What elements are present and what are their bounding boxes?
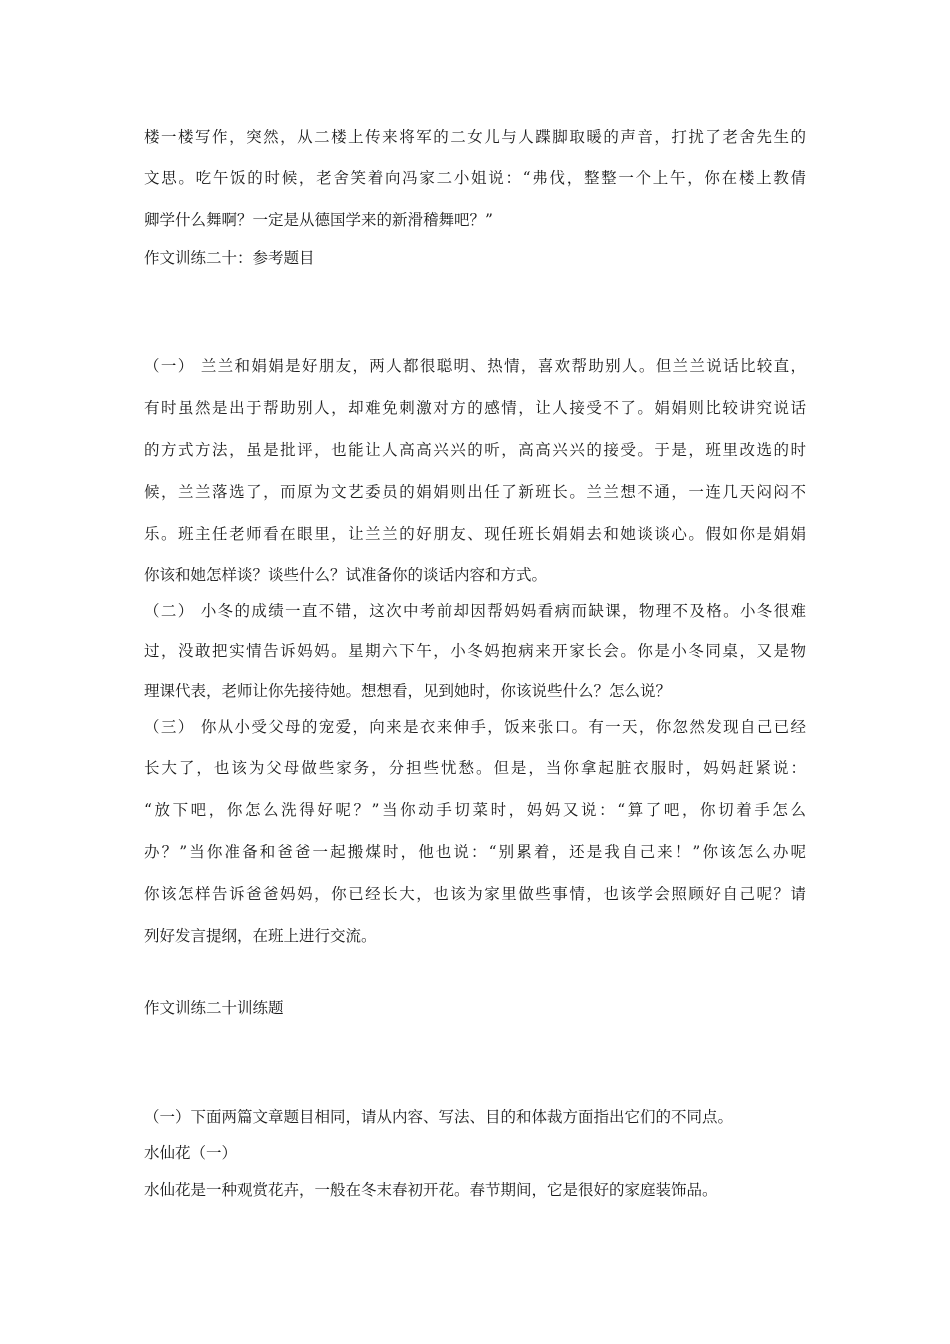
topic-2-line-1: （二） 小冬的成绩一直不错，这次中考前却因帮妈妈看病而缺课，物理不及格。小冬很难 bbox=[144, 602, 806, 620]
topic-1-line-3: 的方式方法，虽是批评，也能让人高高兴兴的听，高高兴兴的接受。于是，班里改选的时 bbox=[144, 441, 806, 459]
topic-1-line-1: （一） 兰兰和娟娟是好朋友，两人都很聪明、热情，喜欢帮助别人。但兰兰说话比较直， bbox=[144, 357, 806, 375]
intro-line-3: 卿学什么舞啊？一定是从德国学来的新滑稽舞吧？” bbox=[144, 211, 493, 229]
topic-1-line-2: 有时虽然是出于帮助别人，却难免刺激对方的感情，让人接受不了。娟娟则比较讲究说话 bbox=[144, 399, 806, 417]
topic-3-line-1: （三） 你从小受父母的宠爱，向来是衣来伸手，饭来张口。有一天，你忽然发现自己已经 bbox=[144, 718, 806, 736]
topic-1-line-6: 你该和她怎样谈？谈些什么？试准备你的谈话内容和方式。 bbox=[144, 566, 548, 584]
topic-3-line-3: “放下吧，你怎么洗得好呢？”当你动手切菜时，妈妈又说：“算了吧，你切着手怎么 bbox=[144, 801, 806, 819]
topic-1-line-4: 候，兰兰落选了，而原为文艺委员的娟娟则出任了新班长。兰兰想不通，一连几天闷闷不 bbox=[144, 483, 806, 501]
topic-3-line-2: 长大了，也该为父母做些家务，分担些忧愁。但是，当你拿起脏衣服时，妈妈赶紧说： bbox=[144, 759, 806, 777]
heading-reference-topics: 作文训练二十：参考题目 bbox=[144, 249, 315, 267]
exercise-intro: （一）下面两篇文章题目相同，请从内容、写法、目的和体裁方面指出它们的不同点。 bbox=[144, 1108, 734, 1126]
heading-exercise: 作文训练二十训练题 bbox=[144, 999, 284, 1017]
essay-first-line: 水仙花是一种观赏花卉，一般在冬末春初开花。春节期间，它是很好的家庭装饰品。 bbox=[144, 1181, 718, 1199]
essay-title: 水仙花（一） bbox=[144, 1144, 238, 1162]
topic-3-line-5: 你该怎样告诉爸爸妈妈，你已经长大，也该为家里做些事情，也该学会照顾好自己呢？请 bbox=[144, 885, 806, 903]
topic-3-line-4: 办？”当你准备和爸爸一起搬煤时，他也说：“别累着，还是我自己来！”你该怎么办呢 bbox=[144, 843, 806, 861]
intro-line-1: 楼一楼写作，突然，从二楼上传来将军的二女儿与人蹀脚取暖的声音，打扰了老舍先生的 bbox=[144, 128, 806, 146]
topic-2-line-2: 过，没敢把实情告诉妈妈。星期六下午，小冬妈抱病来开家长会。你是小冬同桌，又是物 bbox=[144, 642, 806, 660]
intro-line-2: 文思。吃午饭的时候，老舍笑着向冯家二小姐说：“弗伐，整整一个上午，你在楼上教倩 bbox=[144, 169, 806, 187]
topic-2-line-3: 理课代表，老师让你先接待她。想想看，见到她时，你该说些什么？怎么说？ bbox=[144, 682, 672, 700]
topic-3-line-6: 列好发言提纲，在班上进行交流。 bbox=[144, 927, 377, 945]
topic-1-line-5: 乐。班主任老师看在眼里，让兰兰的好朋友、现任班长娟娟去和她谈谈心。假如你是娟娟 bbox=[144, 525, 806, 543]
